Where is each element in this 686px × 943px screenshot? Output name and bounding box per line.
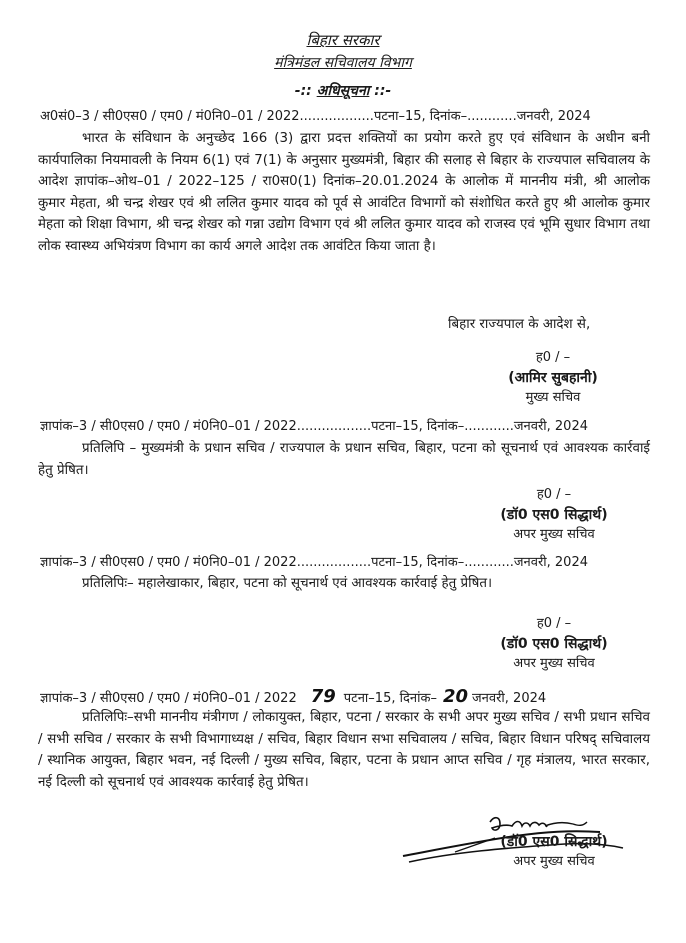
handwritten-dispatch-number: 79 <box>310 686 336 707</box>
memo3-body <box>38 707 650 793</box>
signer-title: अपर मुख्य सचिव <box>513 854 595 869</box>
notification-body-text: भारत के संविधान के अनुच्छेद 166 (3) द्वारा प्रदत्त शक्तियों का प्रयोग करते हुए एवं संविधान के अधीन बनी कार्यपालिका नियमावली के नियम 6(1) एवं 7(1) के अनुसार मुख्यमंत्री, बिहार की सलाह से बिहार के राज्यपाल सचिवालय के आदेश ज्ञापांक–ओथ–01 / 2022–125 / रा0स0(1) दिनांक–20.01.2024 के आलोक में माननीय मंत्री, श्री आलोक कुमार मेहता, श्री चन्द्र शेखर एवं श्री ललित कुमार यादव को पूर्व से आवंटित विभागों को संशोधित करते हुए श्री आलोक कुमार मेहता को शिक्षा विभाग, श्री चन्द्र शेखर को गन्ना उद्योग विभाग एवं श्री ललित कुमार यादव को राजस्व एवं भूमि सुधार विभाग तथा लोक स्वास्थ्य अभियंत्रण विभाग का कार्य अगले आदेश तक आवंटित किया जाता है। <box>38 131 650 254</box>
signer-name: (डॉ0 एस0 सिद्धार्थ) <box>500 636 608 652</box>
signer-name: (डॉ0 एस0 सिद्धार्थ) <box>500 507 608 523</box>
memo3-ref-line <box>40 686 546 707</box>
memo1-body <box>38 438 650 481</box>
notification-title-text: अधिसूचना <box>316 83 370 99</box>
ref-blank: .................. <box>296 555 372 570</box>
signer-title: अपर मुख्य सचिव <box>513 656 595 671</box>
signer-title: मुख्य सचिव <box>525 390 581 405</box>
ref-date: जनवरी, 2024 <box>513 419 588 434</box>
signer-name: (आमिर सुबहानी) <box>508 370 598 386</box>
ref-place: पटना–15, दिनांक– <box>343 691 437 706</box>
handwritten-day: 20 <box>442 686 469 707</box>
ref-blank: .................. <box>296 419 372 434</box>
ref-date: जनवरी, 2024 <box>513 555 588 570</box>
sign-mark: ह0 / – <box>536 616 572 631</box>
memo2-ref-line <box>40 552 588 570</box>
ref-date-blank: ............ <box>464 555 514 570</box>
memo1-ref-line <box>40 416 588 434</box>
government-heading: बिहार सरकार <box>306 31 380 49</box>
notification-title: -:: अधिसूचना ::- <box>294 83 392 99</box>
memo1-body-text: प्रतिलिपि – मुख्यमंत्री के प्रधान सचिव / राज्यपाल के प्रधान सचिव, बिहार, पटना को सूचनार्थ एवं आवश्यक कार्रवाई हेतु प्रेषित। <box>38 441 650 478</box>
signature-block-memo2 <box>474 614 634 674</box>
memo2-body <box>38 573 650 595</box>
signature-block-memo3 <box>474 832 634 872</box>
ref-date: जनवरी, 2024 <box>472 691 547 706</box>
memo2-body-text: प्रतिलिपिः– महालेखाकार, बिहार, पटना को सूचनार्थ एवं आवश्यक कार्रवाई हेतु प्रेषित। <box>82 576 493 591</box>
ref-place: पटना–15, दिनांक– <box>371 419 465 434</box>
ref-number: अ0सं0–3 / सी0एस0 / एम0 / मं0नि0–01 / 2022 <box>40 109 300 124</box>
ref-blank: .................. <box>299 109 374 124</box>
ref-date-blank: ............ <box>464 419 514 434</box>
ref-place: पटना–15, दिनांक– <box>371 555 465 570</box>
notification-body <box>38 128 650 257</box>
sign-mark: ह0 / – <box>535 350 571 365</box>
memo3-body-text: प्रतिलिपिः–सभी माननीय मंत्रीगण / लोकायुक्त, बिहार, पटना / सरकार के सभी अपर मुख्य सचिव / सभी प्रधान सचिव / सभी सचिव / सरकार के सभी विभागाध्यक्ष / सचिव, बिहार विधान सभा सचिवालय / सचिव, बिहार विधान परिषद् सचिवालय / स्थानिक आयुक्त, बिहार भवन, नई दिल्ली / मुख्य सचिव, बिहार, पटना के प्रधान आप्त सचिव / गृह मंत्रालय, भारत सरकार, नई दिल्ली को सूचनार्थ एवं आवश्यक कार्रवाई हेतु प्रेषित। <box>38 710 650 790</box>
ref-number: ज्ञापांक–3 / सी0एस0 / एम0 / मं0नि0–01 / 2022 <box>40 691 297 706</box>
signature-block-chief-secretary <box>478 348 628 408</box>
ref-date-blank: ............ <box>467 109 517 124</box>
notification-ref-line <box>40 106 591 124</box>
ref-number: ज्ञापांक–3 / सी0एस0 / एम0 / मं0नि0–01 / 2022 <box>40 555 297 570</box>
ref-number: ज्ञापांक–3 / सी0एस0 / एम0 / मं0नि0–01 / 2022 <box>40 419 297 434</box>
ref-place: पटना–15, दिनांक– <box>373 109 468 124</box>
ref-date: जनवरी, 2024 <box>516 109 591 124</box>
signature-block-memo1 <box>474 485 634 545</box>
order-line: बिहार राज्यपाल के आदेश से, <box>448 317 591 332</box>
sign-mark: ह0 / – <box>536 487 572 502</box>
department-heading: मंत्रिमंडल सचिवालय विभाग <box>274 55 412 71</box>
signer-name: (डॉ0 एस0 सिद्धार्थ) <box>500 834 608 850</box>
signer-title: अपर मुख्य सचिव <box>513 527 595 542</box>
